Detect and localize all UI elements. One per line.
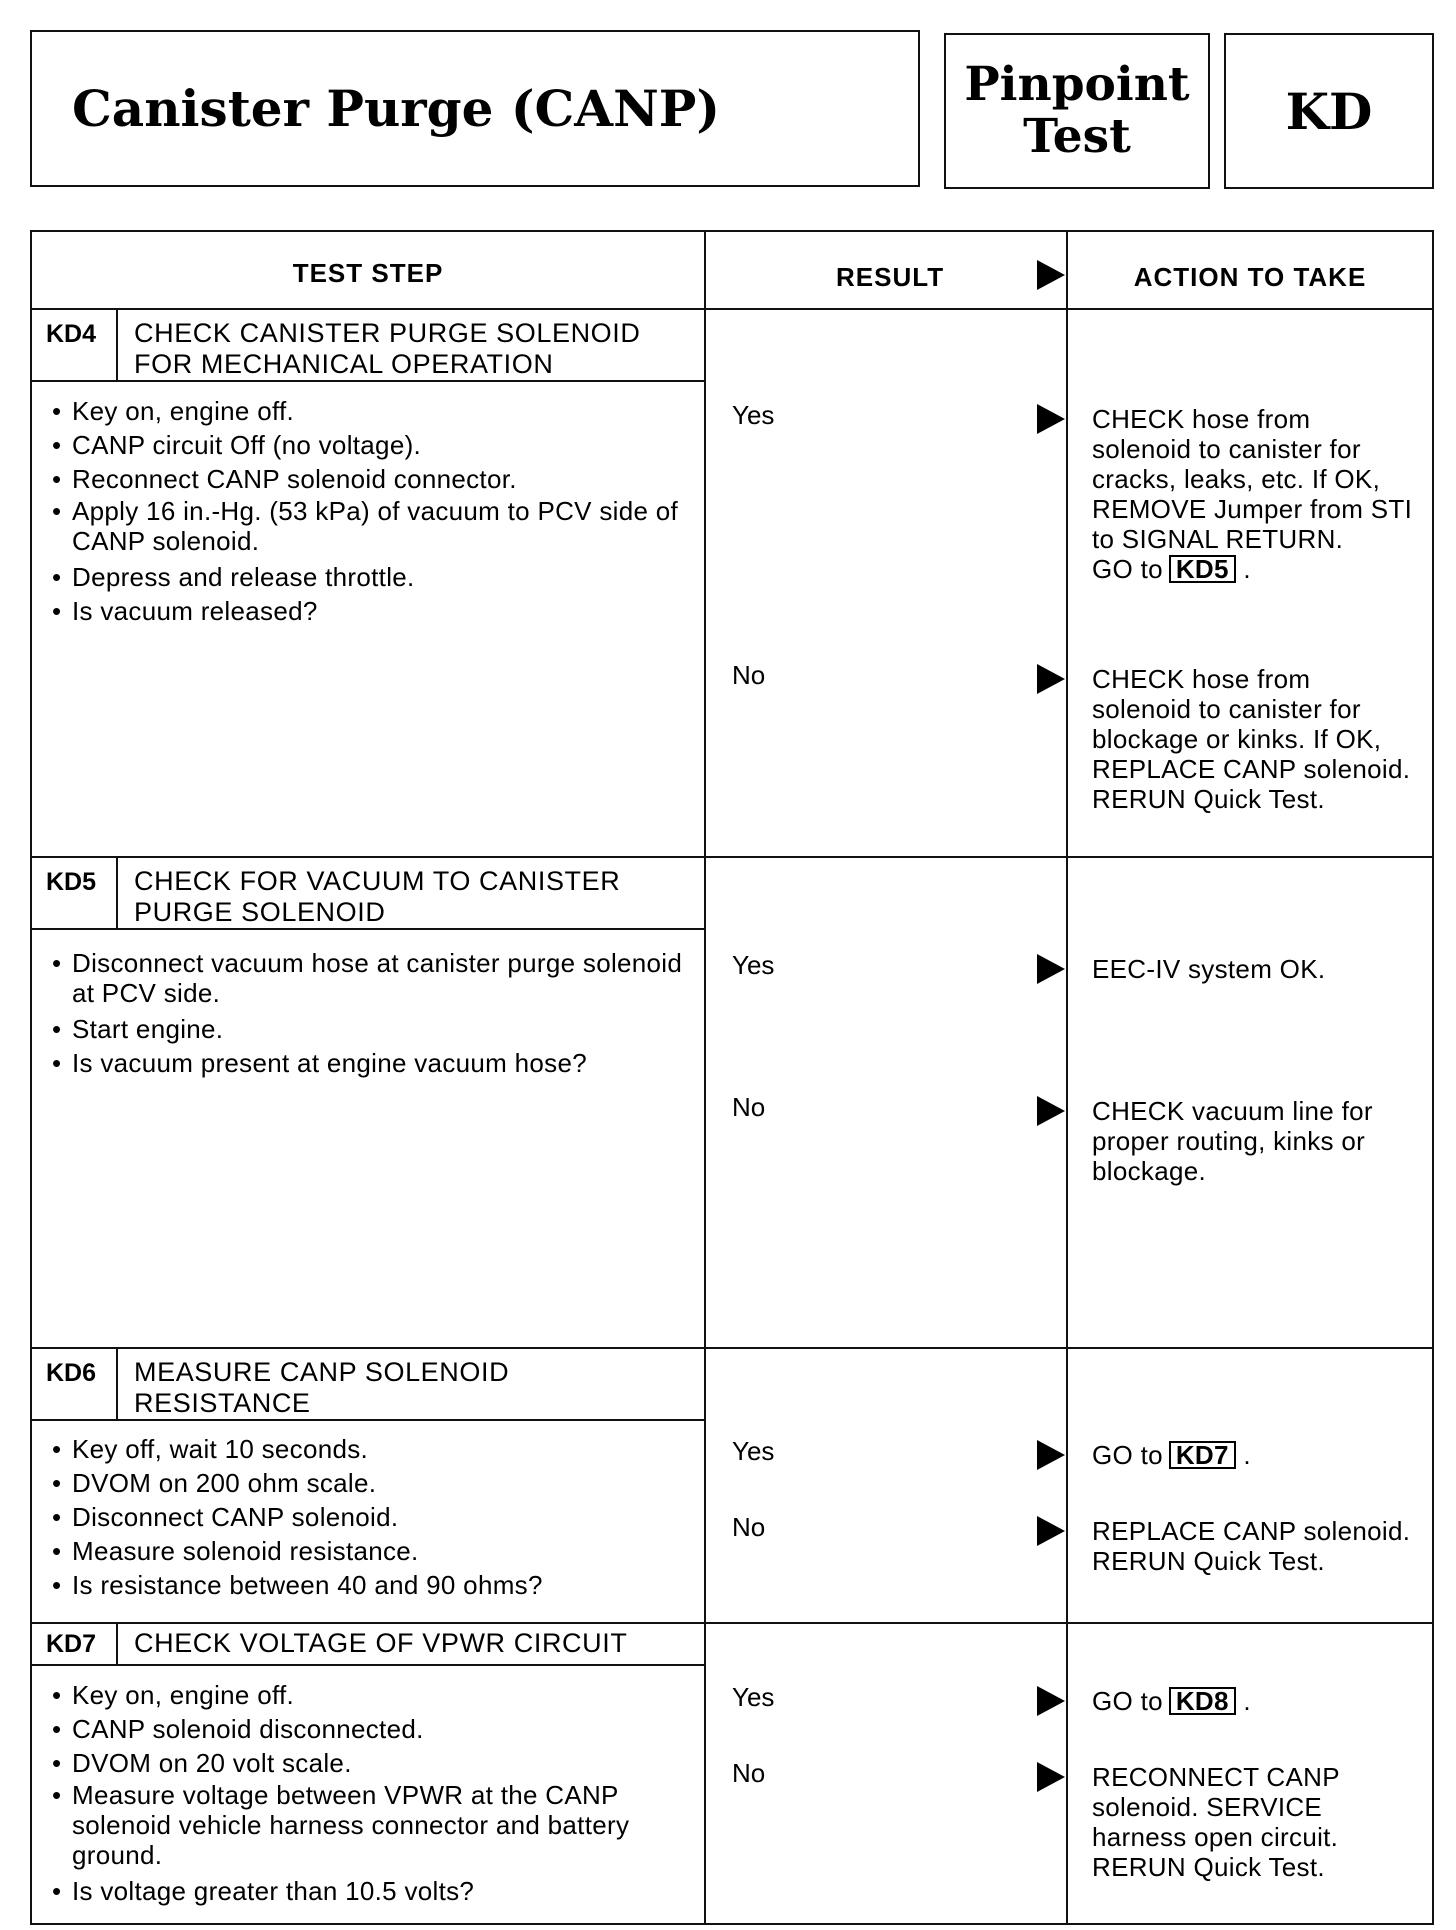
test-table xyxy=(30,230,1434,1925)
step-id-divider xyxy=(116,858,118,928)
result-yes: Yes xyxy=(732,1682,775,1712)
goto-suffix: . xyxy=(1243,1686,1251,1716)
page-title xyxy=(30,30,920,187)
header-divider xyxy=(32,308,1432,310)
action-body: CHECK hose from solenoid to canister for cracks, leaks, etc. If OK, REMOVE Jumper from STI to SIGNAL RETURN. xyxy=(1092,404,1413,554)
step-id-kd7: KD7 xyxy=(46,1630,97,1658)
list-item: • Measure voltage between VPWR at the CANP solenoid vehicle harness connector and battery ground. xyxy=(50,1780,632,1870)
result-arrow-icon xyxy=(1037,1516,1065,1546)
result-arrow-icon xyxy=(1037,404,1065,434)
column-header-test-step: TEST STEP xyxy=(292,258,444,288)
action-text xyxy=(1092,404,1417,584)
list-item: • Key off, wait 10 seconds. xyxy=(50,1432,685,1466)
step-bullets-kd6 xyxy=(50,1432,685,1602)
action-text: RECONNECT CANP solenoid. SERVICE harness open circuit. RERUN Quick Test. xyxy=(1092,1762,1340,1882)
step-id-kd6: KD6 xyxy=(46,1359,97,1387)
result-arrow-icon xyxy=(1037,1440,1065,1470)
result-yes: Yes xyxy=(732,950,775,980)
list-item: • Start engine. xyxy=(50,1012,685,1046)
step-id-kd4: KD4 xyxy=(46,320,97,348)
step-id-divider xyxy=(116,1349,118,1419)
column-divider-1 xyxy=(704,232,706,1923)
result-arrow-icon xyxy=(1037,954,1065,984)
list-item: • Apply 16 in.-Hg. (53 kPa) of vacuum to PCV side of CANP solenoid. xyxy=(50,496,685,556)
goto-prefix: GO to xyxy=(1092,554,1163,584)
goto-prefix: GO to xyxy=(1092,1440,1163,1470)
step-title-kd7: CHECK VOLTAGE OF VPWR CIRCUIT xyxy=(134,1628,628,1658)
list-item: • CANP circuit Off (no voltage). xyxy=(50,428,685,462)
action-text: REPLACE CANP solenoid. RERUN Quick Test. xyxy=(1092,1516,1411,1576)
result-arrow-icon xyxy=(1037,1686,1065,1716)
step-reference-kd7[interactable]: KD7 xyxy=(1169,1441,1236,1469)
action-text xyxy=(1092,1686,1417,1716)
result-no: No xyxy=(732,660,766,690)
step-id-kd5: KD5 xyxy=(46,868,97,896)
page-title-text: Canister Purge (CANP) xyxy=(72,79,721,138)
step-id-divider xyxy=(116,310,118,380)
result-yes: Yes xyxy=(732,400,775,430)
goto-suffix: . xyxy=(1243,554,1251,584)
step-title-kd5: CHECK FOR VACUUM TO CANISTER PURGE SOLENOID xyxy=(134,866,621,927)
step-bullets-kd4 xyxy=(50,394,685,628)
result-yes: Yes xyxy=(732,1436,775,1466)
list-item: • Is voltage greater than 10.5 volts? xyxy=(50,1874,685,1908)
test-code-text: KD xyxy=(1285,81,1373,141)
pinpoint-line1: Pinpoint xyxy=(964,57,1190,112)
action-text: EEC-IV system OK. xyxy=(1092,954,1326,984)
goto-prefix: GO to xyxy=(1092,1686,1163,1716)
result-arrow-icon xyxy=(1037,1096,1065,1126)
step-title-divider xyxy=(32,380,704,382)
result-no: No xyxy=(732,1758,766,1788)
list-item: • DVOM on 20 volt scale. xyxy=(50,1746,685,1780)
action-text xyxy=(1092,1440,1417,1470)
list-item: • Is vacuum released? xyxy=(50,594,685,628)
list-item: • Depress and release throttle. xyxy=(50,560,685,594)
step-divider xyxy=(32,856,1432,858)
step-title-divider xyxy=(32,1419,704,1421)
list-item: • Is resistance between 40 and 90 ohms? xyxy=(50,1568,685,1602)
column-header-action: ACTION TO TAKE xyxy=(1133,262,1367,292)
result-arrow-icon xyxy=(1037,260,1065,290)
step-bullets-kd7 xyxy=(50,1678,685,1908)
step-divider xyxy=(32,1347,1432,1349)
result-arrow-icon xyxy=(1037,664,1065,694)
list-item: • Is vacuum present at engine vacuum hose? xyxy=(50,1046,685,1080)
list-item: • Reconnect CANP solenoid connector. xyxy=(50,462,685,496)
step-title-kd6: MEASURE CANP SOLENOID RESISTANCE xyxy=(134,1357,510,1418)
step-reference-kd8[interactable]: KD8 xyxy=(1169,1687,1236,1715)
list-item: • Measure solenoid resistance. xyxy=(50,1534,685,1568)
result-no: No xyxy=(732,1512,766,1542)
list-item: • DVOM on 200 ohm scale. xyxy=(50,1466,685,1500)
goto-suffix: . xyxy=(1243,1440,1251,1470)
step-title-divider xyxy=(32,928,704,930)
test-code xyxy=(1224,33,1434,189)
list-item: • Key on, engine off. xyxy=(50,1678,685,1712)
list-item: • Key on, engine off. xyxy=(50,394,685,428)
list-item: • Disconnect CANP solenoid. xyxy=(50,1500,685,1534)
step-title-kd4: CHECK CANISTER PURGE SOLENOID FOR MECHANICAL OPERATION xyxy=(134,318,641,379)
step-title-divider xyxy=(32,1664,704,1666)
column-header-result: RESULT xyxy=(836,262,945,292)
list-item: • Disconnect vacuum hose at canister purge solenoid at PCV side. xyxy=(50,948,685,1008)
action-text: CHECK hose from solenoid to canister for blockage or kinks. If OK, REPLACE CANP solenoid. RERUN Quick Test. xyxy=(1092,664,1411,814)
action-text: CHECK vacuum line for proper routing, kinks or blockage. xyxy=(1092,1096,1373,1186)
step-id-divider xyxy=(116,1624,118,1664)
list-item: • CANP solenoid disconnected. xyxy=(50,1712,685,1746)
pinpoint-line2: Test xyxy=(1023,109,1131,164)
result-arrow-icon xyxy=(1037,1762,1065,1792)
step-reference-kd5[interactable]: KD5 xyxy=(1169,555,1236,583)
column-divider-2 xyxy=(1066,232,1068,1923)
step-divider xyxy=(32,1622,1432,1624)
pinpoint-test-label xyxy=(944,33,1210,189)
result-no: No xyxy=(732,1092,766,1122)
step-bullets-kd5 xyxy=(50,948,685,1080)
